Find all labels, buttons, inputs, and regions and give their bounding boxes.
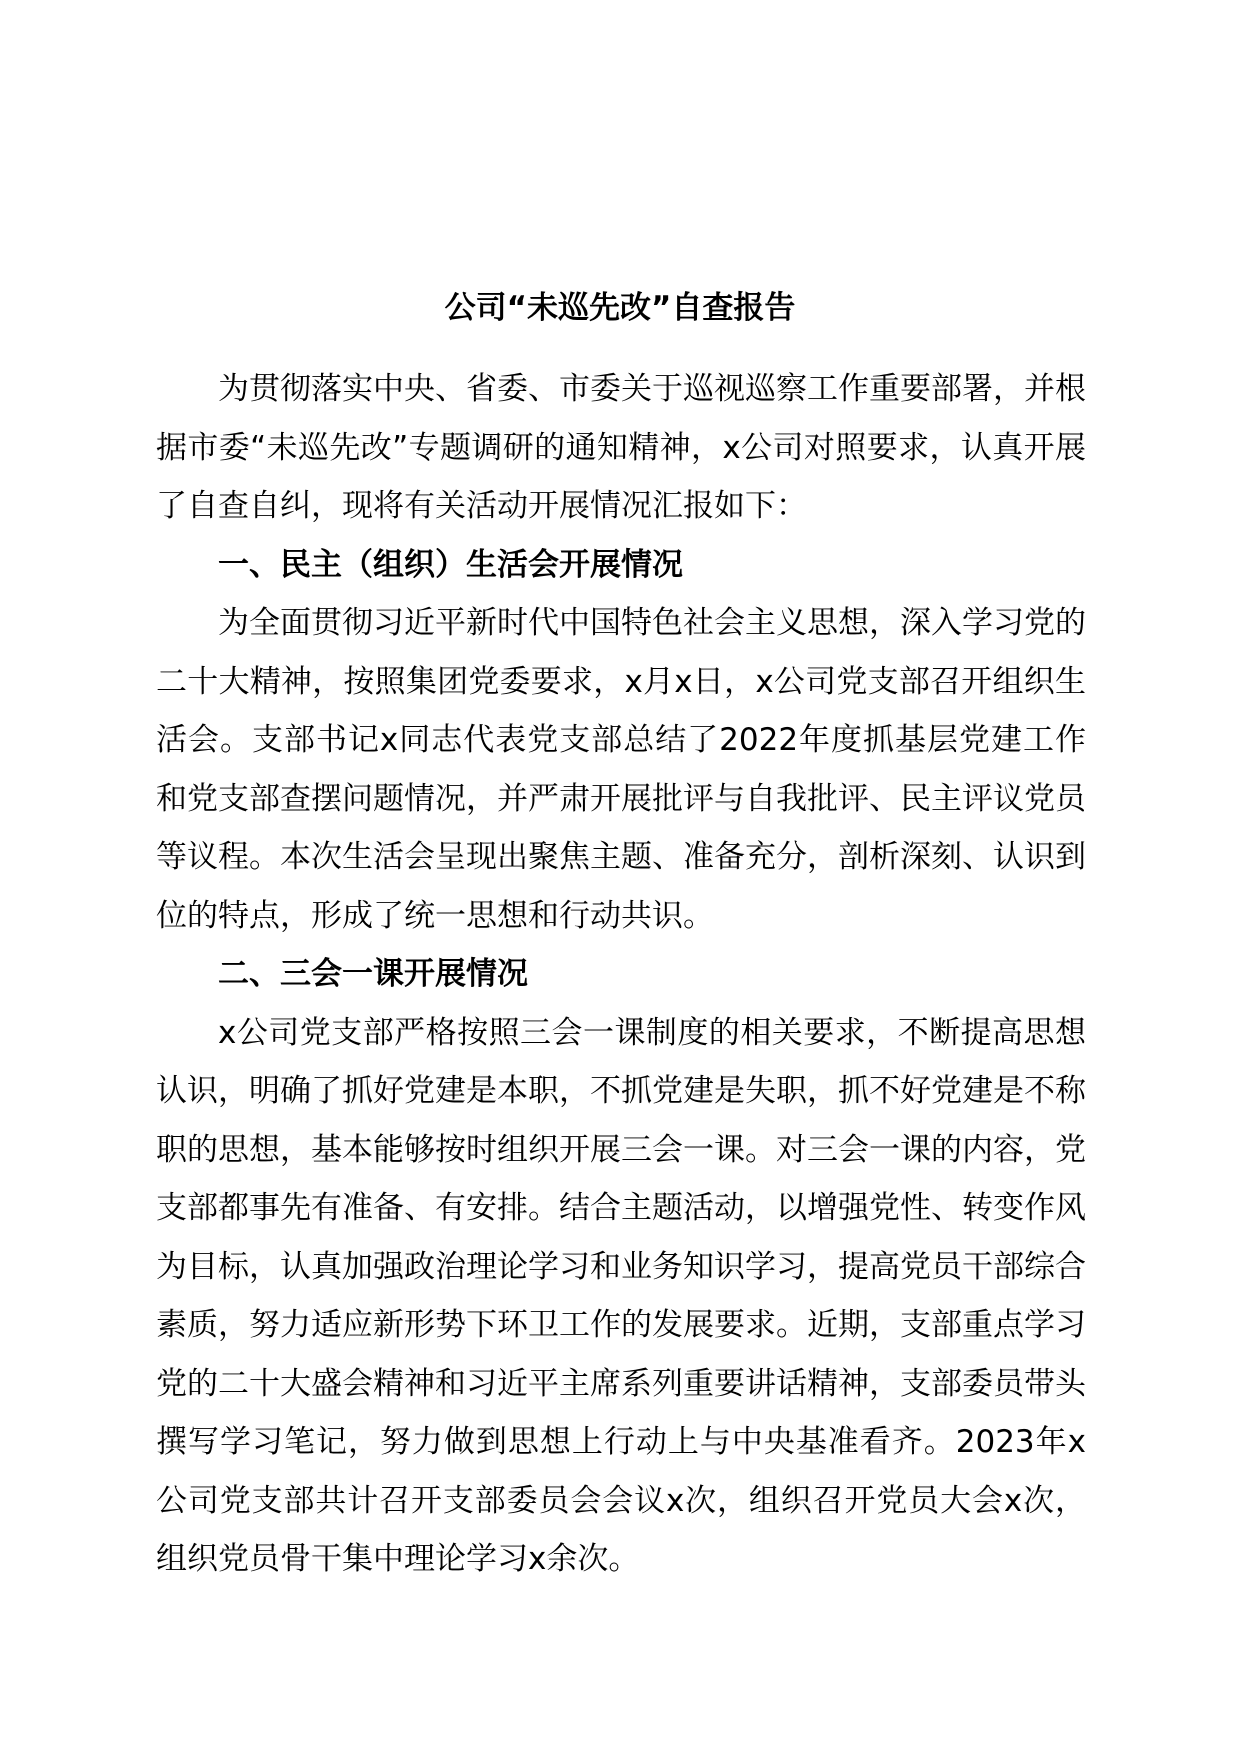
section-2-heading: 二、三会一课开展情况 bbox=[218, 956, 528, 992]
section-1-heading: 一、民主（组织）生活会开展情况 bbox=[218, 546, 683, 583]
document-body bbox=[156, 360, 1086, 1589]
document-title: 公司“未巡先改”自查报告 bbox=[444, 290, 796, 326]
intro-paragraph: 为贯彻落实中央、省委、市委关于巡视巡察工作重要部署，并根据市委“未巡先改”专题调研的通知精神，x公司对照要求，认真开展了自查自纠，现将有关活动开展情况汇报如下： bbox=[156, 371, 1086, 524]
section-2-paragraph: x公司党支部严格按照三会一课制度的相关要求，不断提高思想认识，明确了抓好党建是本职，不抓党建是失职，抓不好党建是不称职的思想，基本能够按时组织开展三会一课。对三会一课的内容，党支部都事先有准备、有安排。结合主题活动，以增强党性、转变作风为目标，认真加强政治理论学习和业务知识学习，提高党员干部综合素质，努力适应新形势下环卫工作的发展要求。近期，支部重点学习党的二十大盛会精神和习近平主席系列重要讲话精神，支部委员带头撰写学习笔记，努力做到思想上行动上与中央基准看齐。2023年x公司党支部共计召开支部委员会会议x次，组织召开党员大会x次，组织党员骨干集中理论学习x余次。 bbox=[156, 1014, 1086, 1577]
section-1-paragraph: 为全面贯彻习近平新时代中国特色社会主义思想，深入学习党的二十大精神，按照集团党委要求，x月x日，x公司党支部召开组织生活会。支部书记x同志代表党支部总结了2022年度抓基层党建工作和党支部查摆问题情况，并严肃开展批评与自我批评、民主评议党员等议程。本次生活会呈现出聚焦主题、准备充分，剖析深刻、认识到位的特点，形成了统一思想和行动共识。 bbox=[156, 605, 1086, 934]
